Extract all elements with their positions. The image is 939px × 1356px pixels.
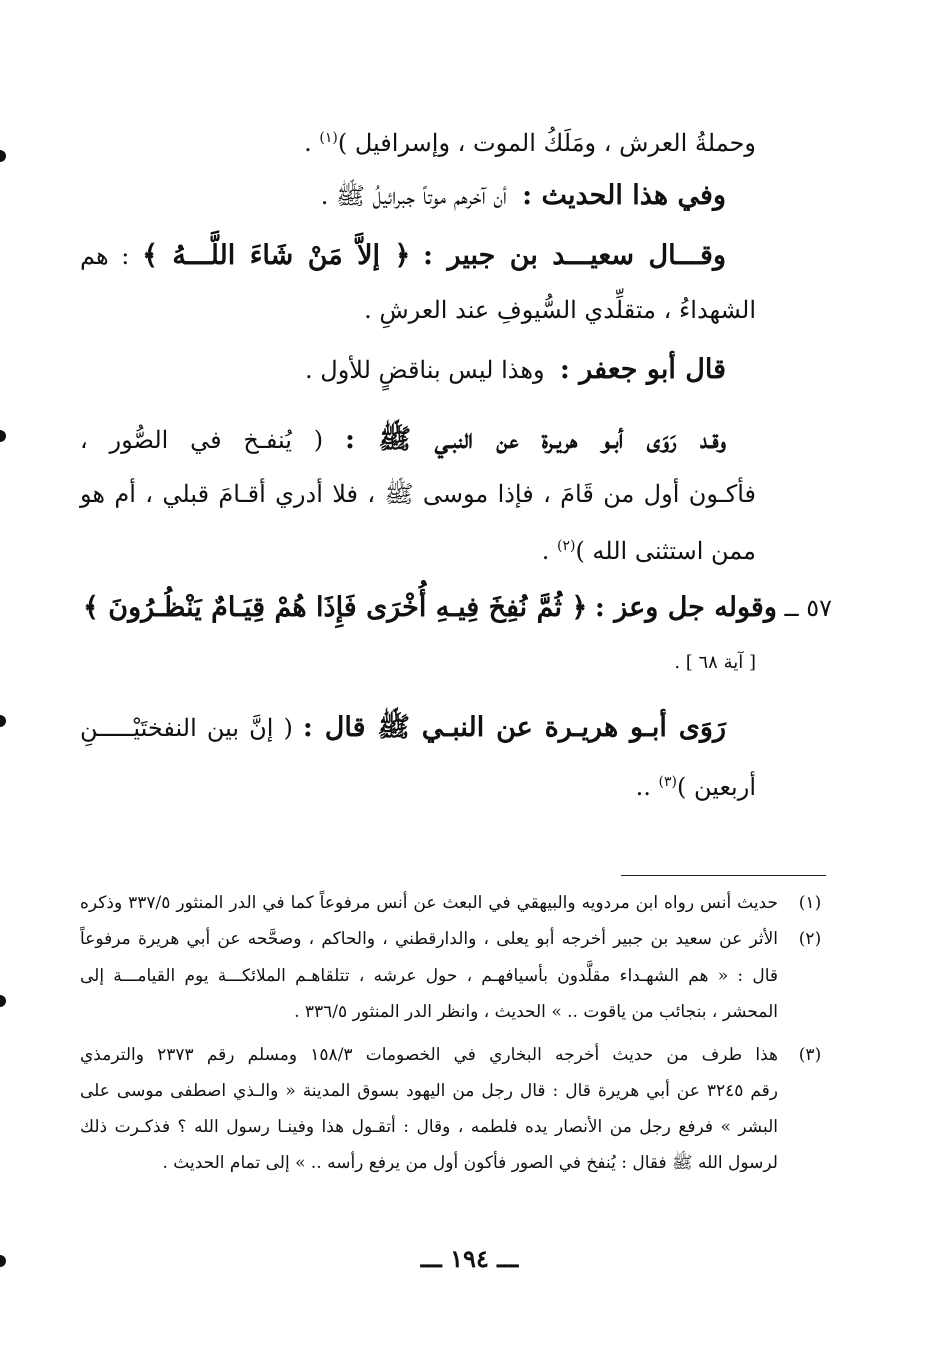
- text-line: وحملةُ العرش ، ومَلَكُ الموت ، وإسرافيل )$^{(١)}$ .: [304, 129, 756, 157]
- page-number: ـــ ١٩٤ ـــ: [420, 1244, 519, 1273]
- text-line: فأكـون أول من قَامَ ، فإذا موسى ﷺ ، فلا أدري أقـامَ قبلي ، أم هو: [80, 480, 757, 508]
- footnote-number: (٣): [798, 1045, 822, 1065]
- text-line: وقـــال سعيـــد بن جبير : ﴿ إلاَّ مَنْ شَاءَ اللَّـــهُ ﴾ : هم: [80, 240, 726, 271]
- text-line: [ آية ٦٨ ] .: [674, 652, 756, 673]
- footnote: [80, 924, 830, 1024]
- footnote-line: الأثر عن سعيد بن جبير أخرجه أبو يعلى ، والدارقطني ، والحاكم ، وصحَّحه عن أبي هريرة مرفوعاً: [80, 929, 778, 949]
- footnote-number: (٢): [798, 929, 822, 949]
- footnote-line: المحشر ، بنجائب من ياقوت .. » الحديث ، وانظر الدر المنثور ٣٣٦/٥ .: [294, 1002, 778, 1022]
- text-line: الشهداءُ ، متقلِّدي السُّيوفِ عند العرشِ .: [364, 296, 756, 324]
- footnote-number: (١): [798, 893, 822, 913]
- text-line: رَوَى أبـو هريـرة عن النبـي ﷺ قال : ( إنَّ بين النفختَيْـــــنِ: [80, 712, 726, 743]
- footnote-line: لرسول الله ﷺ فقال : يُنفخ في الصور فأكون أول من يرفع رأسه .. » إلى تمام الحديث .: [162, 1153, 778, 1173]
- text-line: ممن استثنى الله )$^{(٢)}$ .: [541, 537, 756, 565]
- margin-mark: [0, 430, 6, 442]
- footnote-line: رقم ٣٢٤٥ عن أبي هريرة قال : قال رجل من اليهود بسوق المدينة « والـذي اصطفى موسى على: [80, 1081, 778, 1101]
- footnote-line: قال : « هم الشهـداء مقلَّدون بأسيافهـم ، حول عرشه ، تتلقاهـم الملائكـــة يوم القيامـــة إلى: [80, 966, 778, 986]
- footnote: [80, 1040, 830, 1180]
- text-line: قال أبو جعفر : وهذا ليس بناقضٍ للأول .: [305, 354, 726, 385]
- footnote: [80, 888, 830, 919]
- footnote-line: هذا طرف من حديث أخرجه البخاري في الخصومات ١٥٨/٣ ومسلم رقم ٢٣٧٣ والترمذي: [80, 1045, 778, 1065]
- margin-mark: [0, 715, 6, 727]
- footnote-separator: [621, 875, 826, 876]
- footnote-line: حديث أنس رواه ابن مردويه والبيهقي في البعث عن أنس مرفوعاً كما في الدر المنثور ٣٣٧/٥ وذكره: [80, 893, 778, 913]
- footnote-line: البشر » فرفع رجل من الأنصار يده فلطمه ، وقال : أتقـول هذا وفينـا رسول الله ؟ فذكـرت ذلك: [80, 1117, 778, 1137]
- text-line: أربعين )$^{(٣)}$ ..: [635, 773, 756, 801]
- entry-number: ٥٧ ــ: [784, 594, 832, 622]
- text-line: ٥٧ ــ وقوله جل وعز : ﴿ ثُمَّ نُفِخَ فِيـهِ أُخْرَى فَإِذَا هُمْ قِيَـامٌ يَنْظُـرُونَ ﴾: [83, 592, 832, 623]
- margin-mark: [0, 150, 6, 162]
- margin-mark: [0, 995, 6, 1007]
- text-line: وفي هذا الحديث : أن آخرهم موتاً جبرائيلُ ﷺ .: [320, 180, 726, 211]
- text-line: وقـد رَوَى أبـو هريـرة عن النبـي ﷺ : ( يُنفـخ في الصُّور ،: [80, 424, 726, 455]
